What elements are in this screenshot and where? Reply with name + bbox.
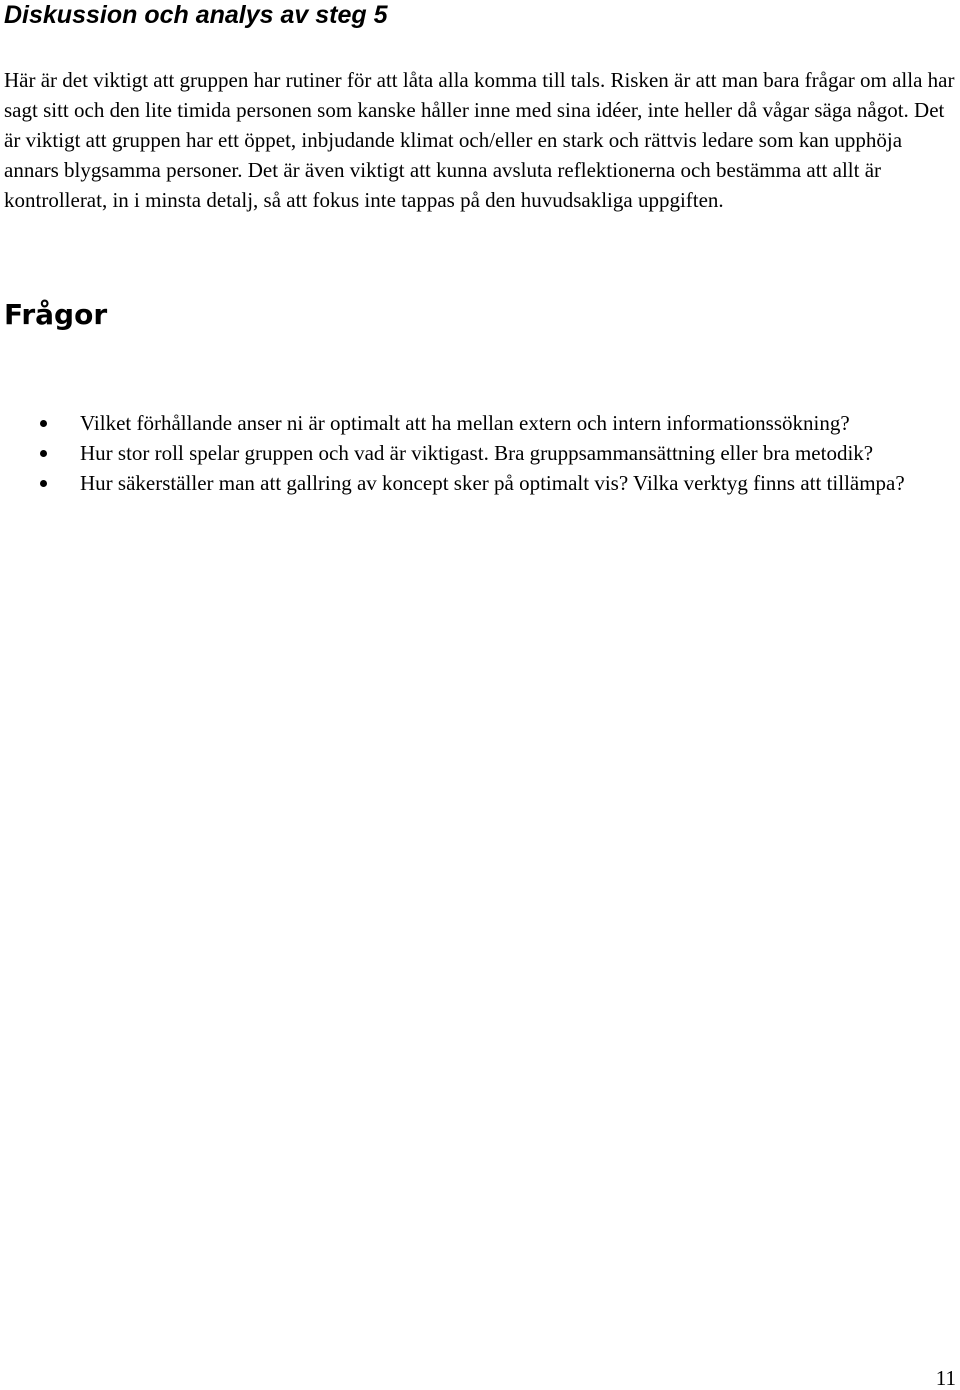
question-item bbox=[0, 408, 950, 438]
bullet-icon bbox=[40, 480, 47, 487]
question-list bbox=[0, 408, 960, 498]
section-heading: Diskussion och analys av steg 5 bbox=[4, 1, 388, 29]
question-text: Hur stor roll spelar gruppen och vad är viktigast. Bra gruppsammansättning eller bra metodik? bbox=[80, 441, 874, 465]
question-item bbox=[0, 438, 950, 468]
bullet-icon bbox=[40, 450, 47, 457]
bullet-icon bbox=[40, 420, 47, 427]
question-item bbox=[0, 468, 950, 498]
question-text: Hur säkerställer man att gallring av koncept sker på optimalt vis? Vilka verktyg finns att tillämpa? bbox=[80, 471, 905, 495]
questions-heading: Frågor bbox=[4, 298, 108, 331]
question-text: Vilket förhållande anser ni är optimalt att ha mellan extern och intern informationssökning? bbox=[80, 411, 850, 435]
body-paragraph: Här är det viktigt att gruppen har rutiner för att låta alla komma till tals. Risken är att man bara frågar om alla har sagt sitt och den lite timida personen som kanske håller inne med sina idéer, inte heller då vågar säga något. Det är viktigt att gruppen har ett öppet, inbjudande klimat och/eller en stark och rättvis ledare som kan upphöja annars blygsamma personer. Det är även viktigt att kunna avsluta reflektionerna och bestämma att allt är kontrollerat, in i minsta detalj, så att fokus inte tappas på den huvudsakliga uppgiften. bbox=[4, 68, 955, 212]
page-number: 11 bbox=[935, 1366, 956, 1390]
